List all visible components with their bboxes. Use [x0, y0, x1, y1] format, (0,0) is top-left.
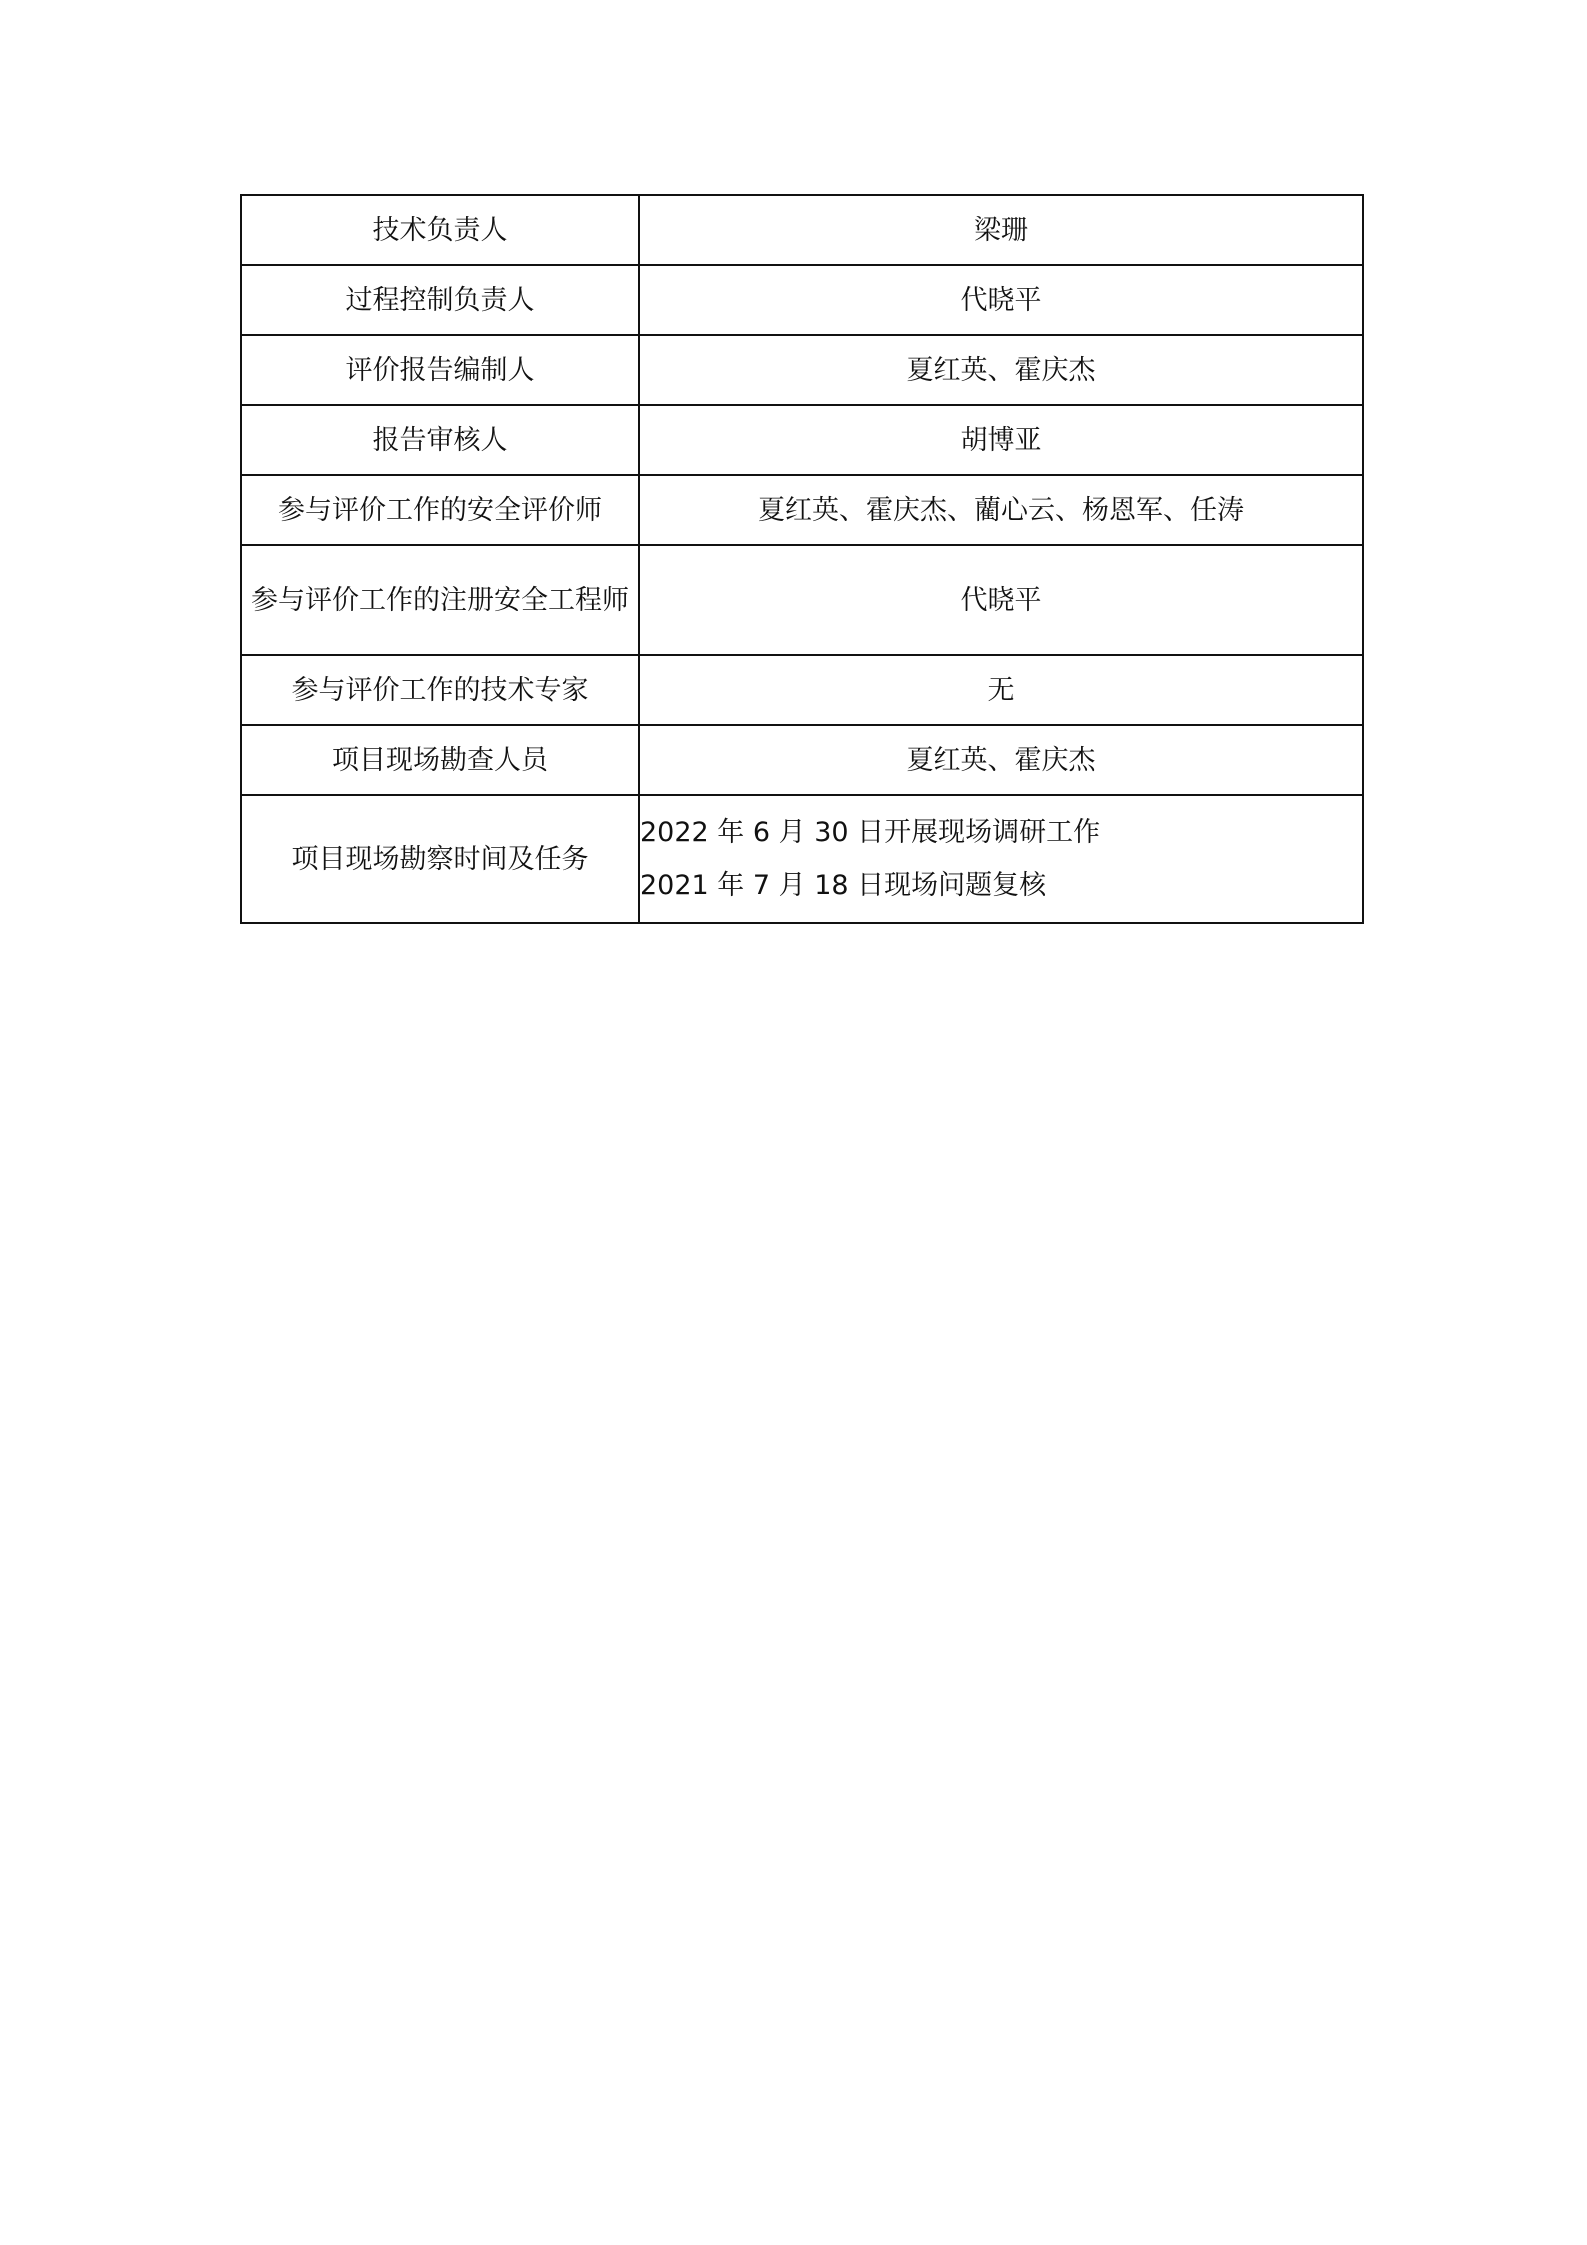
table-row — [241, 195, 1363, 265]
survey-line-2: 2021 年 7 月 18 日现场问题复核 — [640, 870, 1047, 901]
row-value: 代晓平 — [639, 545, 1363, 655]
row-label: 参与评价工作的技术专家 — [241, 655, 639, 725]
survey-line-1: 2022 年 6 月 30 日开展现场调研工作 — [640, 817, 1101, 848]
row-label: 技术负责人 — [241, 195, 639, 265]
row-value: 夏红英、霍庆杰 — [639, 335, 1363, 405]
table-row — [241, 795, 1363, 923]
row-label: 项目现场勘查人员 — [241, 725, 639, 795]
table-row — [241, 725, 1363, 795]
row-value: 梁珊 — [639, 195, 1363, 265]
row-label: 报告审核人 — [241, 405, 639, 475]
row-value: 夏红英、霍庆杰 — [639, 725, 1363, 795]
row-label: 参与评价工作的安全评价师 — [241, 475, 639, 545]
row-label: 过程控制负责人 — [241, 265, 639, 335]
row-value: 夏红英、霍庆杰、藺心云、杨恩军、任涛 — [639, 475, 1363, 545]
row-label: 评价报告编制人 — [241, 335, 639, 405]
row-label: 参与评价工作的注册安全工程师 — [241, 545, 639, 655]
table-row — [241, 655, 1363, 725]
row-value: 无 — [639, 655, 1363, 725]
row-value: 代晓平 — [639, 265, 1363, 335]
table-row — [241, 265, 1363, 335]
table-row — [241, 335, 1363, 405]
table-row — [241, 545, 1363, 655]
table-row — [241, 475, 1363, 545]
row-value: 胡博亚 — [639, 405, 1363, 475]
personnel-info-table — [240, 194, 1364, 924]
table-row — [241, 405, 1363, 475]
row-label: 项目现场勘察时间及任务 — [241, 795, 639, 923]
row-value-multiline — [639, 795, 1363, 923]
